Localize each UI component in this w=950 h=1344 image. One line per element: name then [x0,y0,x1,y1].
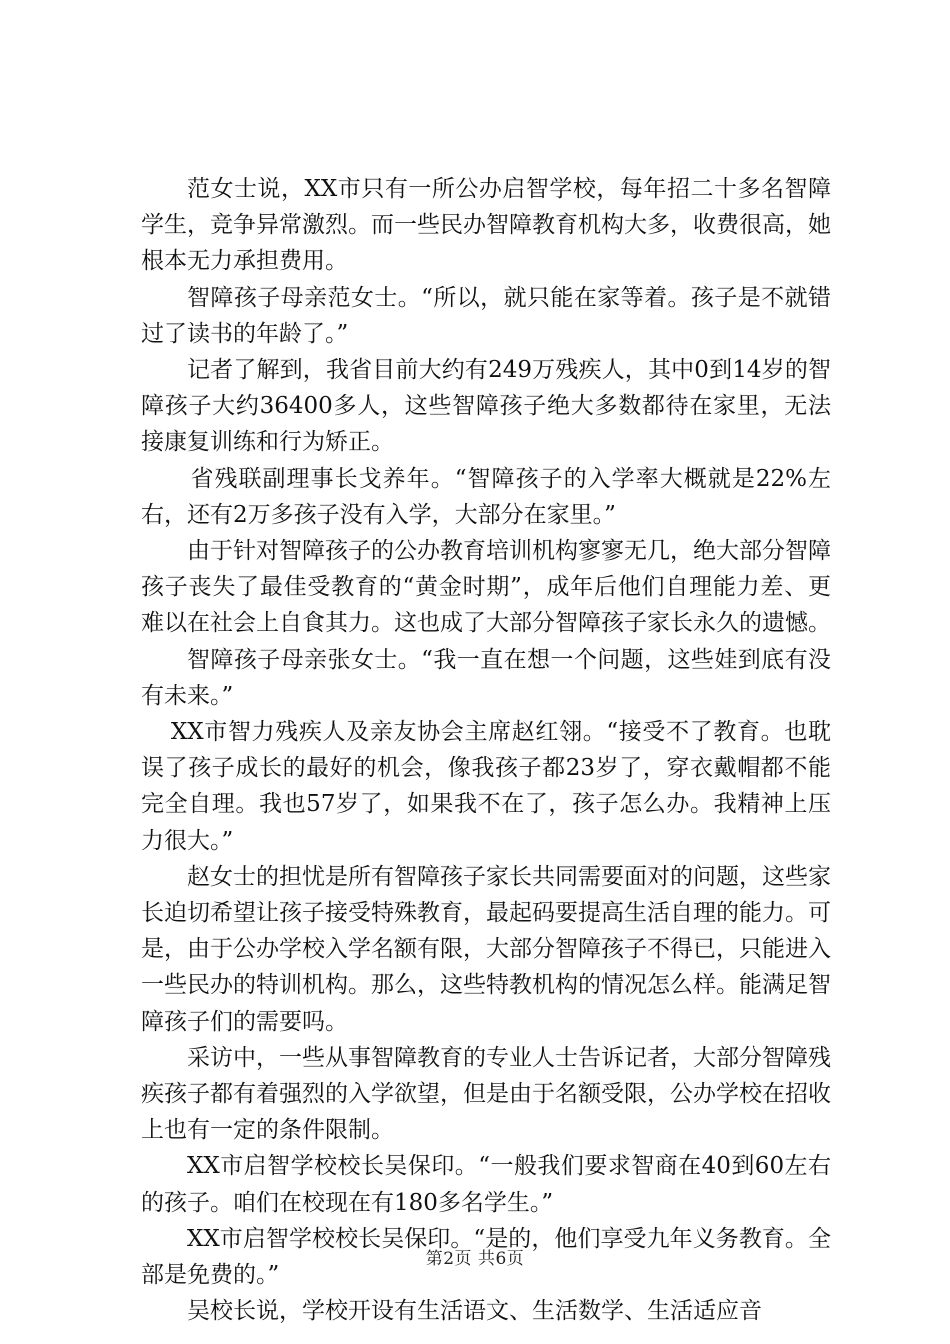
article-body [141,171,831,1330]
page-number-footer: 第2页 共6页 [425,1249,525,1269]
paragraph-7: XX市智力残疾人及亲友协会主席赵红翎。“接受不了教育。也耽误了孩子成长的最好的机会，像我孩子都23岁了，穿衣戴帽都不能完全自理。我也57岁了，如果我不在了，孩子怎么办。我精神上压力很大。” [141,719,831,854]
paragraph-12: 吴校长说，学校开设有生活语文、生活数学、生活适应音 [187,1298,762,1325]
paragraph-9: 采访中，一些从事智障教育的专业人士告诉记者，大部分智障残疾孩子都有着强烈的入学欲望，但是由于名额受限，公办学校在招收上也有一定的条件限制。 [141,1044,831,1144]
paragraph-6: 智障孩子母亲张女士。“我一直在想一个问题，这些娃到底有没有未来。” [141,646,831,709]
paragraph-2: 智障孩子母亲范女士。“所以，就只能在家等着。孩子是不就错过了读书的年龄了。” [141,284,831,347]
paragraph-3: 记者了解到，我省目前大约有249万残疾人，其中0到14岁的智障孩子大约36400多人，这些智障孩子绝大多数都待在家里，无法接康复训练和行为矫正。 [141,357,831,456]
paragraph-5: 由于针对智障孩子的公办教育培训机构寥寥无几，绝大部分智障孩子丧失了最佳受教育的“黄金时期”，成年后他们自理能力差、更难以在社会上自食其力。这也成了大部分智障孩子家长永久的遗憾。 [141,538,831,637]
paragraph-10: XX市启智学校校长吴保印。“一般我们要求智商在40到60左右的孩子。咱们在校现在有180多名学生。” [141,1153,831,1216]
paragraph-4: 省残联副理事长戈养年。“智障孩子的入学率大概就是22%左右，还有2万多孩子没有入学，大部分在家里。” [141,465,831,528]
paragraph-11: XX市启智学校校长吴保印。“是的，他们享受九年义务教育。全部是免费的。” [141,1225,831,1289]
paragraph-8: 赵女士的担忧是所有智障孩子家长共同需要面对的问题，这些家长迫切希望让孩子接受特殊教育，最起码要提高生活自理的能力。可是，由于公办学校入学名额有限，大部分智障孩子不得已，只能进入一些民办的特训机构。那么，这些特教机构的情况怎么样。能满足智障孩子们的需要吗。 [141,863,831,1035]
paragraph-1: 范女士说，XX市只有一所公办启智学校，每年招二十多名智障学生，竞争异常激烈。而一些民办智障教育机构大多，收费很高，她根本无力承担费用。 [141,176,831,275]
